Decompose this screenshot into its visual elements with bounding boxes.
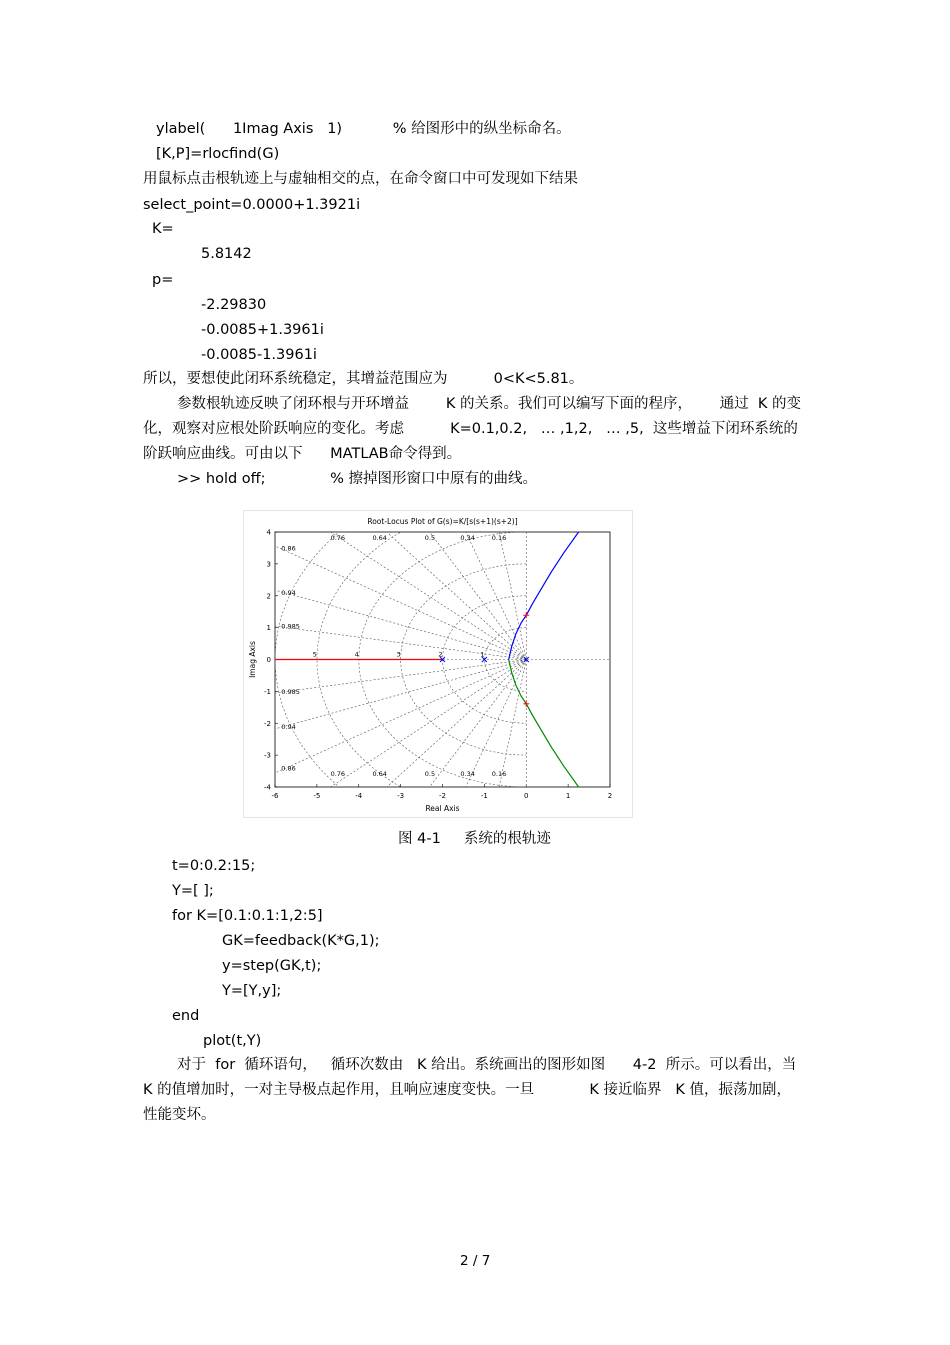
damping-label: 0.64	[372, 533, 387, 542]
text-line: 对于 for 循环语句， 循环次数由 K 给出。系统画出的图形如图 4-2 所示。可以看出，当	[177, 1057, 797, 1073]
y-tick-label: 2	[266, 592, 271, 601]
text-line: K 的值增加时，一对主导极点起作用，且响应速度变快。一旦 K 接近临界 K 值，振荡加剧，	[143, 1082, 791, 1098]
code-line: y=step(GK,t);	[222, 958, 322, 974]
x-axis-label: Real Axis	[425, 804, 460, 813]
wn-label: 1	[480, 650, 485, 659]
damping-label: 0.34	[460, 533, 475, 542]
damping-label: 0.94	[281, 722, 296, 731]
damping-label: 0.76	[330, 533, 346, 542]
code-line: Y=[ ];	[172, 883, 214, 899]
damping-label: 0.16	[491, 533, 507, 542]
x-tick-label: 0	[524, 792, 529, 800]
y-tick-label: 1	[266, 624, 271, 633]
code-line: t=0:0.2:15;	[172, 858, 256, 874]
text-line: 阶跃响应曲线。可由以下 MATLAB命令得到。	[143, 446, 462, 462]
code-line-ylabel: ylabel( 1Imag Axis 1) % 给图形中的纵坐标命名。	[156, 121, 571, 137]
y-tick-label: -2	[264, 719, 271, 728]
damping-label: 0.16	[491, 769, 507, 778]
result-p-value: -0.0085+1.3961i	[201, 322, 324, 338]
y-tick-label: 3	[266, 560, 271, 569]
damping-label: 0.34	[460, 769, 475, 778]
x-tick-label: -4	[355, 792, 363, 800]
code-line: end	[172, 1008, 200, 1024]
x-tick-label: -1	[480, 792, 488, 800]
y-tick-label: -4	[264, 783, 271, 792]
x-tick-label: -3	[397, 792, 405, 800]
code-line-rlocfind: [K,P]=rlocfind(G)	[156, 146, 280, 162]
wn-label: 2	[438, 650, 443, 659]
wn-label: 3	[396, 650, 401, 659]
root-locus-chart	[244, 511, 632, 817]
result-select-point: select_point=0.0000+1.3921i	[143, 197, 361, 213]
text-line: 用鼠标点击根轨迹上与虚轴相交的点，在命令窗口中可发现如下结果	[143, 171, 578, 187]
result-k-value: 5.8142	[201, 246, 252, 262]
damping-label: 0.5	[424, 533, 436, 542]
result-k-label: K=	[152, 221, 174, 237]
damping-label: 0.985	[281, 622, 300, 631]
damping-label: 0.86	[281, 544, 296, 553]
text-line: 所以，要想使此闭环系统稳定，其增益范围应为 0<K<5.81。	[143, 371, 584, 387]
code-line-hold-off: >> hold off; % 擦掉图形窗口中原有的曲线。	[177, 471, 537, 487]
damping-label: 0.5	[424, 769, 436, 778]
text-line: 参数根轨迹反映了闭环根与开环增益 K 的关系。我们可以编写下面的程序， 通过 K 的变	[177, 396, 801, 412]
code-line: plot(t,Y)	[203, 1033, 262, 1049]
y-tick-label: 4	[266, 528, 271, 537]
page-number: 2 / 7	[460, 1253, 491, 1269]
y-tick-label: 0	[266, 656, 271, 664]
code-line: Y=[Y,y];	[222, 983, 282, 999]
text-line: 化，观察对应根处阶跃响应的变化。考虑 K=0.1,0.2, … ,1,2, … ,5, 这些增益下闭环系统的	[143, 421, 798, 437]
result-p-value: -2.29830	[201, 297, 267, 313]
x-tick-label: -5	[313, 792, 321, 800]
result-p-value: -0.0085-1.3961i	[201, 347, 317, 363]
damping-label: 0.64	[372, 769, 387, 778]
damping-label: 0.94	[281, 589, 296, 598]
y-axis-label: Imag Axis	[248, 641, 257, 678]
result-p-label: p=	[152, 272, 174, 288]
damping-label: 0.985	[281, 687, 300, 696]
root-locus-figure	[243, 510, 633, 818]
wn-label: 5	[312, 650, 317, 659]
x-tick-label: -2	[439, 792, 446, 800]
figure-caption: 图 4-1 系统的根轨迹	[398, 831, 551, 847]
y-tick-label: -3	[264, 751, 271, 760]
x-tick-label: -6	[271, 792, 279, 800]
code-line: for K=[0.1:0.1:1,2:5]	[172, 908, 323, 924]
code-line: GK=feedback(K*G,1);	[222, 933, 380, 949]
x-tick-label: 2	[607, 792, 613, 800]
x-tick-label: 1	[565, 792, 571, 800]
damping-label: 0.86	[281, 764, 296, 773]
y-tick-label: -1	[264, 687, 271, 696]
chart-title: Root-Locus Plot of G(s)=K/[s(s+1)(s+2)]	[367, 517, 518, 526]
text-line: 性能变坏。	[143, 1107, 216, 1123]
damping-label: 0.76	[330, 769, 346, 778]
wn-label: 4	[354, 650, 359, 659]
